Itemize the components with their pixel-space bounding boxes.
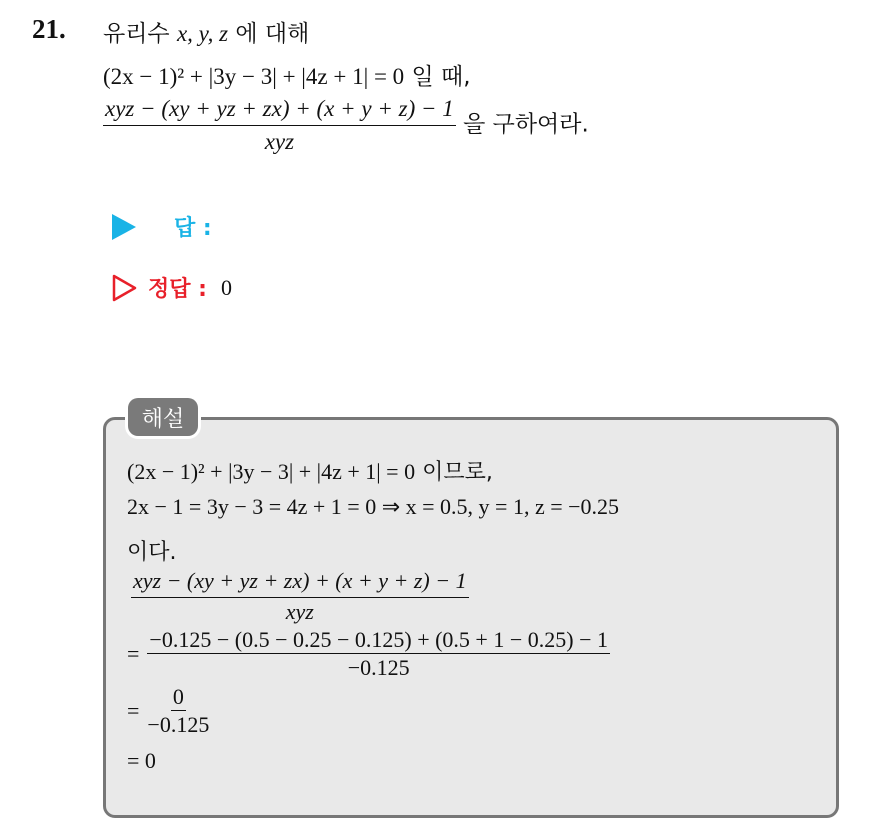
- explanation-line-2: 2x − 1 = 3y − 3 = 4z + 1 = 0 ⇒ x = 0.5, y = 1, z = −0.25: [127, 494, 620, 519]
- question-line-3: [103, 96, 589, 155]
- question-fraction-numerator: xyz − (xy + yz + zx) + (x + y + z) − 1: [103, 96, 456, 126]
- question-line-1: [103, 15, 309, 48]
- explanation-final: = 0: [127, 748, 156, 773]
- explanation-fraction-3-numerator: 0: [171, 685, 186, 711]
- explanation-fraction-1-denominator: xyz: [285, 599, 314, 624]
- question-fraction: [103, 96, 456, 155]
- answer-label: 답 :: [174, 216, 212, 241]
- answer-row: [112, 211, 224, 242]
- explanation-fraction-2-denominator: −0.125: [347, 655, 410, 681]
- play-arrow-icon: [112, 214, 136, 240]
- explanation-line-3: 이다.: [127, 540, 177, 565]
- question-instruction: 을 구하여라.: [463, 111, 589, 138]
- condition-expression: (2x − 1)² + |3y − 3| + |4z + 1| = 0: [103, 64, 405, 89]
- explanation-tag: 해설: [128, 398, 198, 436]
- correct-answer-value: 0: [220, 274, 232, 300]
- explanation-line-1: [127, 455, 493, 486]
- explanation-condition-suffix: 이므로,: [422, 460, 493, 485]
- question-fraction-denominator: xyz: [264, 129, 295, 154]
- question-vars: x, y, z: [176, 21, 229, 46]
- explanation-condition: (2x − 1)² + |3y − 3| + |4z + 1| = 0: [127, 459, 416, 484]
- correct-answer-label: 정답 :: [148, 277, 207, 302]
- equals-sign: =: [127, 697, 140, 723]
- question-line-2: [103, 58, 471, 91]
- correct-answer-row: [112, 272, 232, 303]
- question-intro: 유리수: [103, 21, 170, 47]
- explanation-fraction-2: [127, 628, 610, 679]
- condition-suffix: 일 때,: [411, 64, 471, 90]
- explanation-fraction-1: [131, 568, 469, 625]
- explanation-fraction-3: [127, 685, 209, 736]
- explanation-fraction-2-numerator: −0.125 − (0.5 − 0.25 − 0.125) + (0.5 + 1 − 0.25) − 1: [147, 628, 610, 654]
- outline-play-arrow-icon: [112, 274, 138, 302]
- question-number: 21.: [32, 14, 66, 44]
- equals-sign: =: [127, 640, 140, 666]
- explanation-fraction-1-numerator: xyz − (xy + yz + zx) + (x + y + z) − 1: [131, 568, 469, 598]
- explanation-fraction-3-denominator: −0.125: [147, 712, 210, 738]
- question-intro-suffix: 에 대해: [235, 21, 310, 47]
